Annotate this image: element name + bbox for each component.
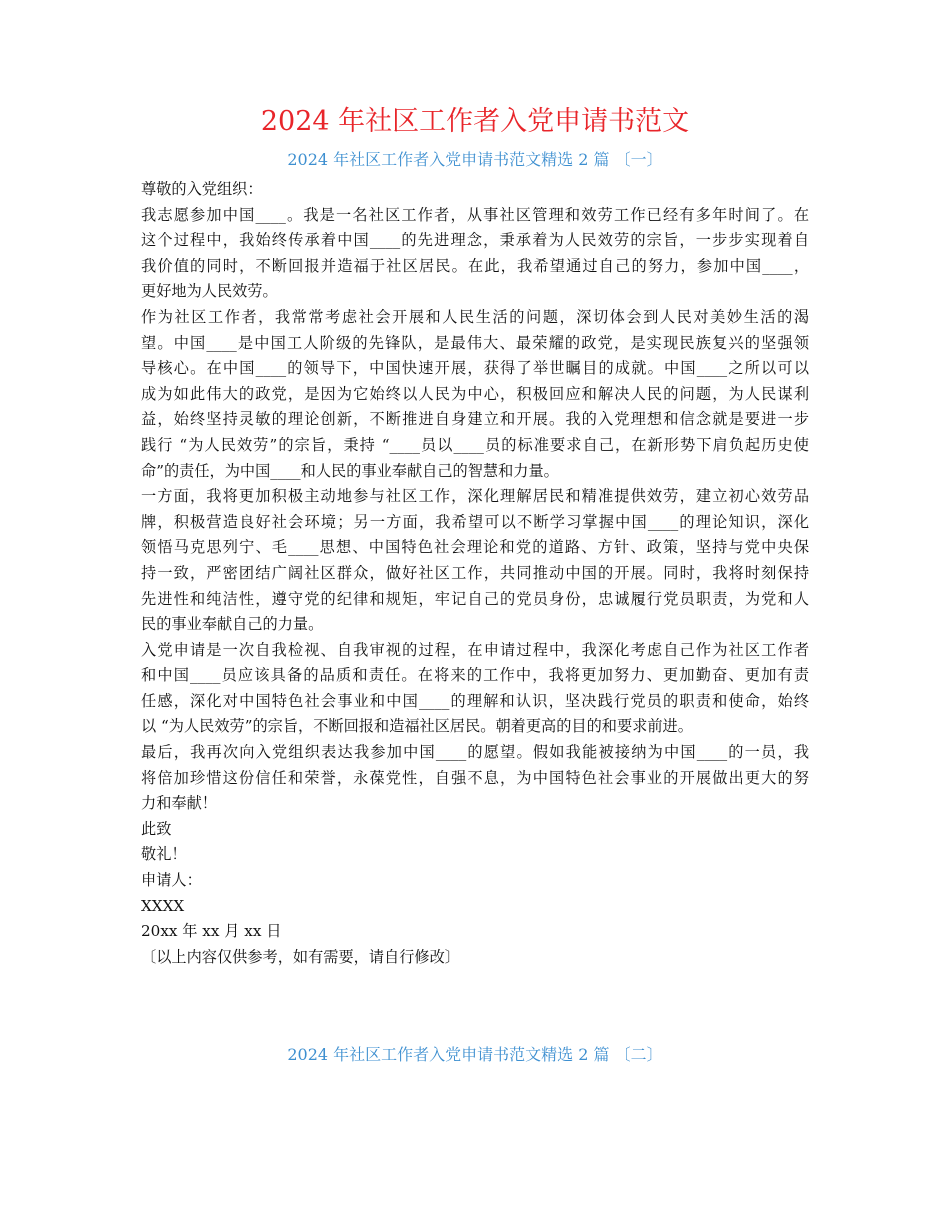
body-line: 益，始终坚持灵敏的理论创新，不断推进自身建立和开展。我的入党理想和信念就是要进一步 [141, 410, 809, 429]
body-line: 这个过程中，我始终传承着中国____的先进理念，秉承着为人民效劳的宗旨，一步步实现着自 [141, 231, 809, 250]
body-line: 敬礼！ [141, 845, 187, 864]
letter-body [141, 177, 809, 970]
body-line: 尊敬的入党组织： [141, 180, 263, 198]
body-line: 命”的责任，为中国____和人民的事业奉献自己的智慧和力量。 [141, 461, 559, 480]
section-heading-1: 2024 年社区工作者入党申请书范文精选 2 篇 〔一〕 [287, 150, 663, 169]
body-line: 20xx 年 xx 月 xx 日 [141, 922, 282, 941]
body-line: 成为如此伟大的政党，是因为它始终以人民为中心，积极回应和解决人民的问题，为人民谋利 [141, 384, 809, 403]
document-title: 2024 年社区工作者入党申请书范文 [260, 106, 690, 137]
body-line: 持一致，严密团结广阔社区群众，做好社区工作，共同推动中国的开展。同时，我将时刻保持 [141, 563, 809, 582]
body-line: 望。中国____是中国工人阶级的先锋队，是最伟大、最荣耀的政党，是实现民族复兴的坚强领 [141, 333, 809, 352]
body-line: XXXX [141, 896, 185, 915]
body-line: 入党申请是一次自我检视、自我审视的过程，在申请过程中，我深化考虑自己作为社区工作者 [141, 640, 809, 659]
body-line: 将倍加珍惜这份信任和荣誉，永葆党性，自强不息，为中国特色社会事业的开展做出更大的努 [141, 768, 809, 787]
body-line: 更好地为人民效劳。 [141, 282, 278, 301]
body-line: 导核心。在中国____的领导下，中国快速开展，获得了举世瞩目的成就。中国____之所以可以 [141, 359, 809, 378]
body-line: 一方面，我将更加积极主动地参与社区工作，深化理解居民和精准提供效劳，建立初心效劳品 [141, 487, 809, 506]
body-line: 力和奉献！ [141, 794, 217, 813]
body-line: 〔以上内容仅供参考，如有需要，请自行修改〕 [141, 947, 460, 966]
body-line: 任感，深化对中国特色社会事业和中国____的理解和认识，坚决践行党员的职责和使命，始终 [141, 691, 809, 710]
body-line: 作为社区工作者，我常常考虑社会开展和人民生活的问题，深切体会到人民对美妙生活的渴 [141, 307, 809, 326]
body-line: 我价值的同时，不断回报并造福于社区居民。在此，我希望通过自己的努力，参加中国____， [141, 256, 809, 275]
body-line: 以 “为人民效劳”的宗旨，不断回报和造福社区居民。朝着更高的目的和要求前进。 [141, 717, 693, 736]
body-line: 牌，积极营造良好社会环境；另一方面，我希望可以不断学习掌握中国____的理论知识，深化 [141, 512, 809, 531]
section-heading-2: 2024 年社区工作者入党申请书范文精选 2 篇 〔二〕 [287, 1045, 663, 1064]
body-line: 践行 “为人民效劳”的宗旨，秉持 “____员以____员的标准要求自己，在新形势下肩负起历史使 [141, 435, 809, 454]
body-line: 我志愿参加中国____。我是一名社区工作者，从事社区管理和效劳工作已经有多年时间了。在 [141, 205, 809, 224]
body-line: 和中国____员应该具备的品质和责任。在将来的工作中，我将更加努力、更加勤奋、更加有责 [141, 666, 809, 685]
body-line: 先进性和纯洁性，遵守党的纪律和规矩，牢记自己的党员身份，忠诚履行党员职责，为党和人 [141, 589, 809, 608]
body-line: 领悟马克思列宁、毛____思想、中国特色社会理论和党的道路、方针、政策，坚持与党中央保 [141, 538, 809, 557]
body-line: 此致 [141, 819, 172, 838]
body-line: 最后，我再次向入党组织表达我参加中国____的愿望。假如我能被接纳为中国____的一员，我 [141, 743, 809, 762]
body-line: 申请人： [141, 871, 202, 890]
body-line: 民的事业奉献自己的力量。 [141, 615, 324, 634]
